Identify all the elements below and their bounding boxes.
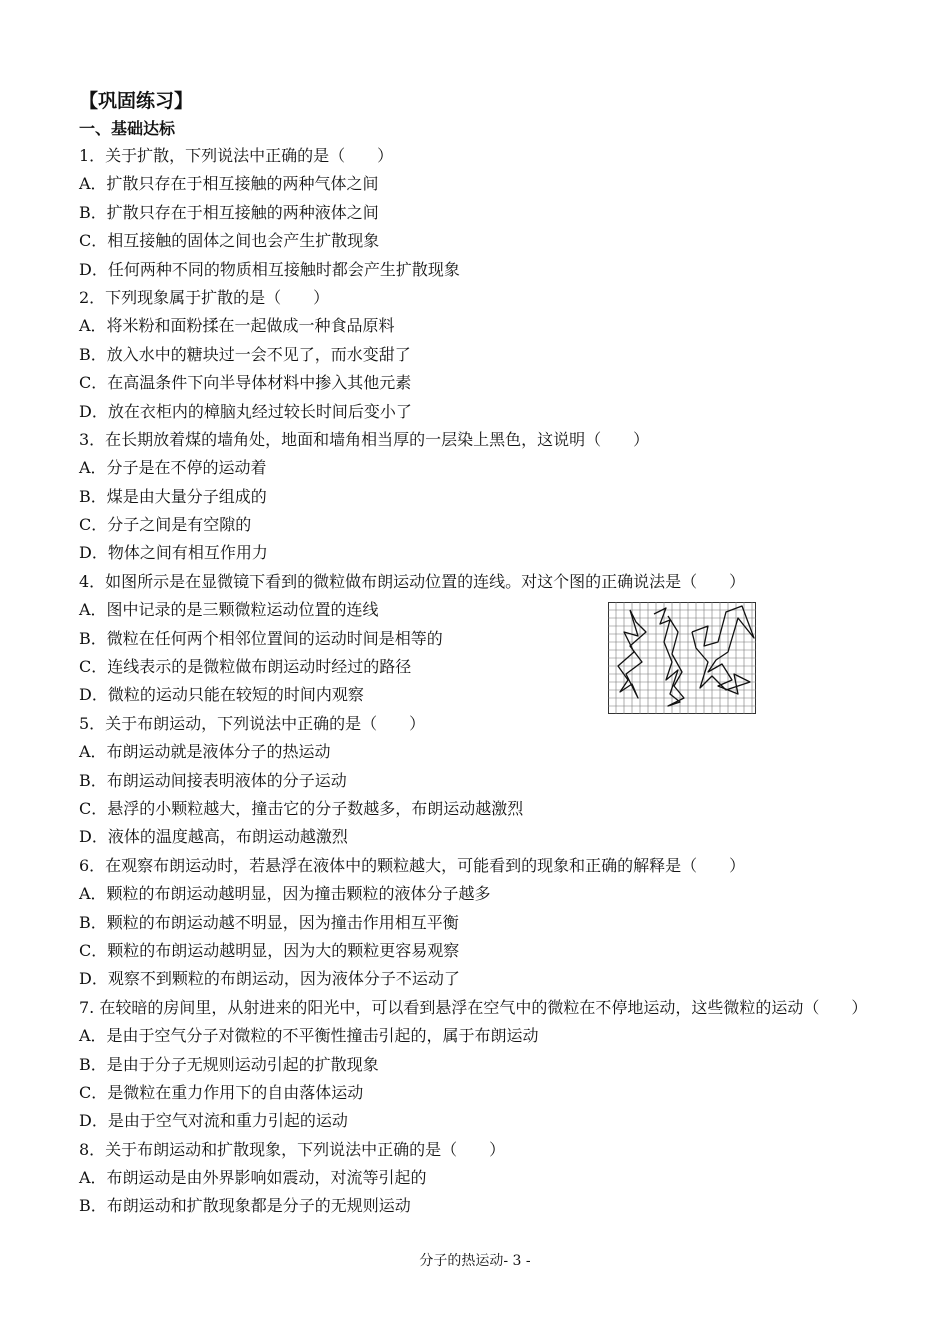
question-5-option-a: A．布朗运动就是液体分子的热运动 [79,742,331,762]
question-2-option-d: D．放在衣柜内的樟脑丸经过较长时间后变小了 [79,401,412,421]
question-3-stem: 3．在长期放着煤的墙角处，地面和墙角相当厚的一层染上黑色，这说明（ ） [79,429,650,449]
question-4-option-c: C．连线表示的是微粒做布朗运动时经过的路径 [79,657,412,677]
question-7-option-b: B．是由于分子无规则运动引起的扩散现象 [79,1054,379,1074]
question-7-option-a: A．是由于空气分子对微粒的不平衡性撞击引起的，属于布朗运动 [79,1026,539,1046]
question-6-option-c: C．颗粒的布朗运动越明显，因为大的颗粒更容易观察 [79,940,460,960]
question-5-stem: 5．关于布朗运动，下列说法中正确的是（ ） [79,713,426,733]
question-7-stem: 7. 在较暗的房间里，从射进来的阳光中，可以看到悬浮在空气中的微粒在不停地运动，这些微粒的运动（ ） [79,997,868,1017]
question-4-option-b: B．微粒在任何两个相邻位置间的运动时间是相等的 [79,628,443,648]
question-1-option-a: A．扩散只存在于相互接触的两种气体之间 [79,174,379,194]
particle-path-2 [654,608,684,706]
question-3-option-d: D．物体之间有相互作用力 [79,543,268,563]
question-2-stem: 2．下列现象属于扩散的是（ ） [79,287,330,307]
question-7-option-d: D．是由于空气对流和重力引起的运动 [79,1111,348,1131]
exercise-heading: 【巩固练习】 [79,90,194,112]
question-2-option-b: B．放入水中的糖块过一会不见了，而水变甜了 [79,344,411,364]
question-7-option-c: C．是微粒在重力作用下的自由落体运动 [79,1082,364,1102]
page-footer: 分子的热运动- 3 - [419,1253,531,1269]
question-1-stem: 1．关于扩散，下列说法中正确的是（ ） [79,146,394,165]
figure-particle-paths [618,606,754,706]
question-5-option-b: B．布朗运动间接表明液体的分子运动 [79,770,347,790]
question-3-option-c: C．分子之间是有空隙的 [79,515,252,535]
question-5-option-c: C．悬浮的小颗粒越大，撞击它的分子数越多，布朗运动越激烈 [79,798,524,818]
question-1-option-d: D．任何两种不同的物质相互接触时都会产生扩散现象 [79,259,460,279]
question-8-option-a: A．布朗运动是由外界影响如震动，对流等引起的 [79,1168,427,1188]
question-3-option-b: B．煤是由大量分子组成的 [79,486,267,506]
section-heading: 一、基础达标 [79,119,176,138]
question-8-stem: 8．关于布朗运动和扩散现象，下列说法中正确的是（ ） [79,1139,506,1159]
question-2-option-a: A．将米粉和面粉揉在一起做成一种食品原料 [79,316,395,336]
question-2-option-c: C．在高温条件下向半导体材料中掺入其他元素 [79,373,412,393]
figure-grid [608,602,756,714]
question-1-option-c: C．相互接触的固体之间也会产生扩散现象 [79,231,380,251]
question-6-option-a: A．颗粒的布朗运动越明显，因为撞击颗粒的液体分子越多 [79,884,491,904]
question-6-stem: 6．在观察布朗运动时，若悬浮在液体中的颗粒越大，可能看到的现象和正确的解释是（ ） [79,855,746,875]
question-6-option-d: D．观察不到颗粒的布朗运动，因为液体分子不运动了 [79,969,460,989]
question-6-option-b: B．颗粒的布朗运动越不明显，因为撞击作用相互平衡 [79,912,459,932]
question-4-option-a: A．图中记录的是三颗微粒运动位置的连线 [79,600,379,620]
question-8-option-b: B．布朗运动和扩散现象都是分子的无规则运动 [79,1196,411,1216]
brownian-motion-grid-figure [608,602,756,714]
document-page [79,86,879,1221]
question-4-option-d: D．微粒的运动只能在较短的时间内观察 [79,685,364,705]
question-3-option-a: A．分子是在不停的运动着 [79,458,267,478]
question-1-option-b: B．扩散只存在于相互接触的两种液体之间 [79,202,379,222]
question-4-stem: 4．如图所示是在显微镜下看到的微粒做布朗运动位置的连线。对这个图的正确说法是（ ） [79,571,746,591]
question-5-option-d: D．液体的温度越高，布朗运动越激烈 [79,827,348,847]
